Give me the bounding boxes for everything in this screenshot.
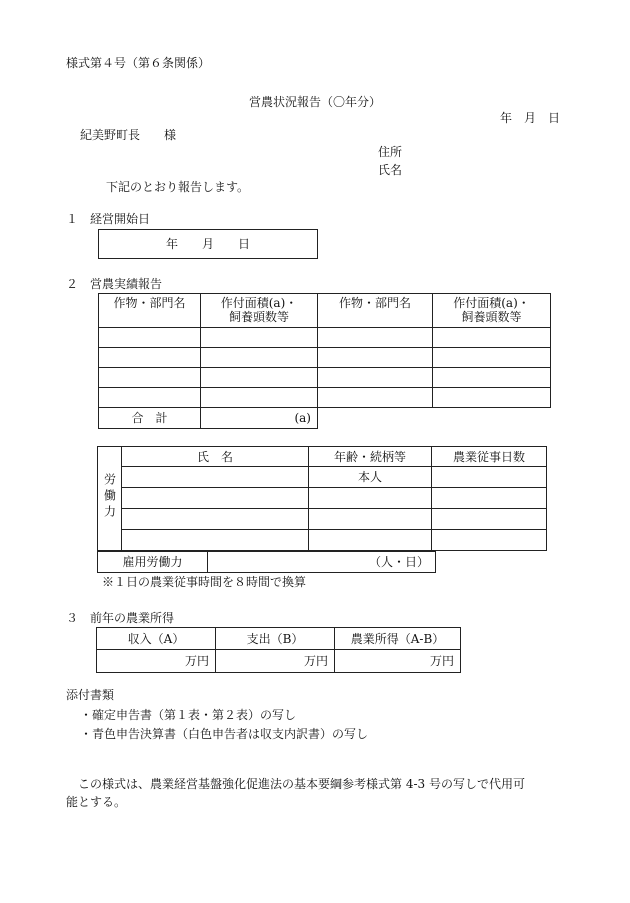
col-area-1: 作付面積(a)・ 飼養頭数等 [201,294,318,328]
crop-table-header [99,294,551,328]
expense-value[interactable]: 万円 [216,650,335,673]
section3-title: ３ 前年の農業所得 [66,611,175,625]
section2-title: ２ 営農実績報告 [66,277,163,291]
table-row [98,467,547,488]
col-crop-2: 作物・部門名 [318,294,433,328]
list-item: ・青色申告決算書（白色申告者は収支内訳書）の写し [80,727,369,741]
list-item: ・確定申告書（第１表・第２表）の写し [80,708,297,722]
page-title: 営農状況報告（〇年分） [248,95,381,109]
table-row [99,328,551,348]
hired-value-cell[interactable] [208,552,436,573]
conversion-note: ※１日の農業従事時間を８時間で換算 [102,575,307,589]
start-date-placeholder: 年 月 日 [165,237,250,251]
col-income: 収入（A） [97,628,216,650]
total-unit: (a) [294,411,311,425]
total-area-cell[interactable] [201,408,318,429]
self-relation: 本人 [309,467,432,488]
table-row [99,388,551,408]
labor-header [98,447,547,467]
col-work-days: 農業従事日数 [432,447,547,467]
col-age-relation: 年齢・続柄等 [309,447,432,467]
income-value[interactable]: 万円 [97,650,216,673]
table-row [98,488,547,509]
date-line: 年 月 日 [500,111,561,125]
col-farm-income: 農業所得（A-B） [335,628,461,650]
farm-income-value[interactable]: 万円 [335,650,461,673]
address-label: 住所 [378,145,403,159]
income-table [96,627,461,673]
hired-unit: （人・日） [368,555,429,569]
table-row [99,368,551,388]
income-header [97,628,461,650]
total-label: 合 計 [99,408,201,429]
crop-table [98,293,551,408]
table-row [98,509,547,530]
intro-text: 下記のとおり報告します。 [106,180,250,194]
table-row [98,530,547,551]
table-row [97,650,461,673]
form-number: 様式第４号（第６条関係） [66,56,211,70]
name-label: 氏名 [378,163,403,177]
addressee: 紀美野町長 様 [80,128,177,142]
crop-total-row [98,407,318,429]
col-name: 氏 名 [122,447,309,467]
table-row [99,348,551,368]
start-date-box[interactable] [98,229,318,259]
footnote-line1: この様式は、農業経営基盤強化促進法の基本要綱参考様式第 4-3 号の写しで代用可 [66,777,525,791]
labor-side-label: 労働力 [98,447,122,551]
hired-label: 雇用労働力 [98,552,208,573]
section1-title: １ 経営開始日 [66,212,151,226]
col-crop-1: 作物・部門名 [99,294,201,328]
col-expense: 支出（B） [216,628,335,650]
col-area-2: 作付面積(a)・ 飼養頭数等 [433,294,551,328]
attachments-title: 添付書類 [66,688,115,702]
labor-table [97,446,547,551]
hired-labor-row [97,551,436,573]
footnote-line2: 能とする。 [66,795,127,809]
